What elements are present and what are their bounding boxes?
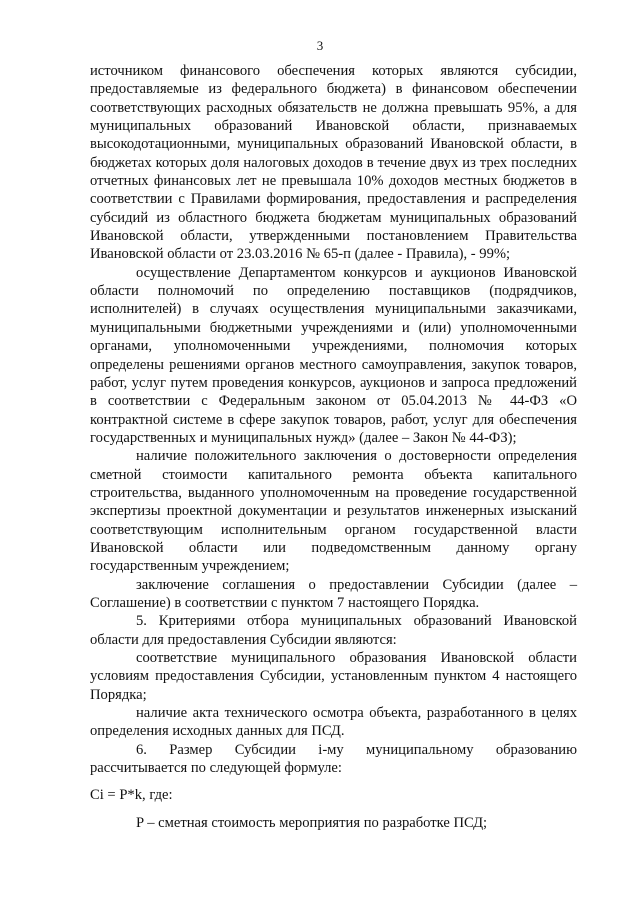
paragraph-8: 6. Размер Субсидии i-му муниципальному образованию рассчитывается по следующей формуле: bbox=[90, 741, 577, 777]
page-number: 3 bbox=[316, 38, 324, 53]
paragraph-5: 5. Критериями отбора муниципальных образований Ивановской области для предоставления Субсидии являются: bbox=[90, 613, 577, 648]
paragraph-7: наличие акта технического осмотра объекта, разработанного в целях определения исходных данных для ПСД. bbox=[90, 705, 577, 740]
document-body bbox=[90, 62, 577, 832]
paragraph-1: источником финансового обеспечения которых являются субсидии, предоставляемые из федерального бюджета) в финансовом обеспечении соответствующих расходных обязательств не должна превышать 95%, а для муниципальных образований Ивановской области, признаваемых высокодотационными, муниципальных образований Ивановской области, в бюджетах которых доля налоговых доходов в течение двух из трех последних отчетных финансовых лет не превышала 10% доходов местных бюджетов в соответствии с Правилами формирования, предоставления и распределения субсидий из областного бюджета бюджетам муниципальных образований Ивановской области, утвержденными постановлением Правительства Ивановской области от 23.03.2016 № 65-п (далее - Правила), - 99%; bbox=[90, 63, 577, 263]
definition-p: P – сметная стоимость мероприятия по разработке ПСД; bbox=[136, 814, 488, 831]
formula: Ci = P*k, где: bbox=[90, 787, 173, 804]
paragraph-6: соответствие муниципального образования Ивановской области условиям предоставления Субсидии, установленным пунктом 4 настоящего Порядка; bbox=[90, 650, 577, 703]
paragraph-3: наличие положительного заключения о достоверности определения сметной стоимости капитального ремонта объекта капитального строительства, выданного уполномоченным на проведение государственной экспертизы проектной документации и результатов инженерных изысканий соответствующим исполнительным органом государственной власти Ивановской области или подведомственным данному органу государственным учреждением; bbox=[90, 448, 577, 575]
paragraph-2: осуществление Департаментом конкурсов и аукционов Ивановской области полномочий по определению поставщиков (подрядчиков, исполнителей) в случаях осуществления муниципальными заказчиками, муниципальными бюджетными учреждениями и (или) уполномоченными органами, уполномоченными учреждениями, полномочия которых определены решениями органов местного самоуправления, закупок товаров, работ, услуг путем проведения конкурсов, аукционов и запроса предложений в соответствии с Федеральным законом от 05.04.2013 № 44-ФЗ «О контрактной системе в сфере закупок товаров, работ, услуг для обеспечения государственных и муниципальных нужд» (далее – Закон № 44-ФЗ); bbox=[90, 264, 577, 446]
paragraph-4: заключение соглашения о предоставлении Субсидии (далее – Соглашение) в соответствии с пунктом 7 настоящего Порядка. bbox=[90, 576, 577, 611]
